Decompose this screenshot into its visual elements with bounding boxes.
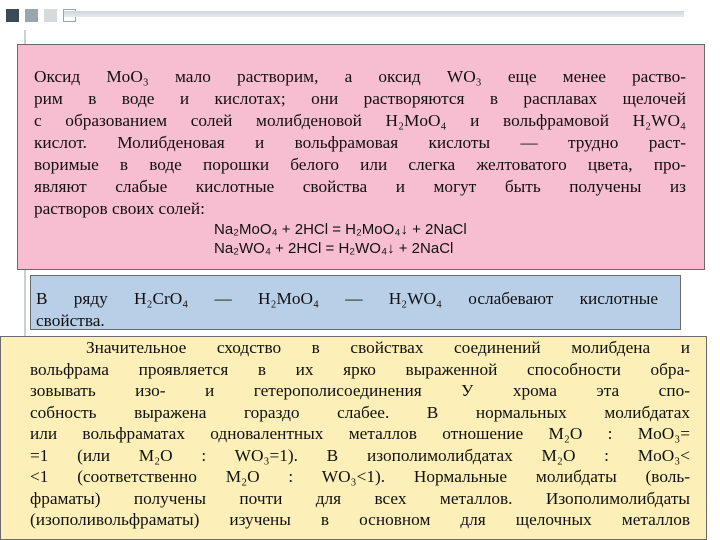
text-line: Оксид MoO₃ мало растворим, а оксид WO₃ еще менее раство- <box>34 67 686 86</box>
paragraph-polycompounds <box>30 337 690 531</box>
text-line: <1 (соответственно M₂O : WO₃<1). Нормальные молибдаты (воль- <box>30 467 690 486</box>
paragraph-oxides <box>34 66 686 220</box>
text-line: фраматы) получены почти для всех металлов. Изополимолибдаты <box>30 488 690 508</box>
text-line: В ряду H₂CrO₄ — H₂MoO₄ — H₂WO₄ ослабевают кислотные <box>36 289 658 308</box>
header-rule <box>64 11 684 17</box>
text-line: свойства. <box>36 311 105 330</box>
decor-square <box>25 9 38 22</box>
text-line: Значительное сходство в свойствах соединений молибдена и <box>86 338 690 357</box>
decor-square <box>6 9 19 22</box>
paragraph-acidity-series <box>36 288 658 332</box>
text-line: (изополивольфраматы) изучены в основном для щелочных металлов <box>30 510 690 529</box>
text-line: являют слабые кислотные свойства и могут быть получены из <box>34 177 686 196</box>
text-line: зовывать изо- и гетерополисоединения У хрома эта спо- <box>30 381 690 400</box>
text-line: растворов своих солей: <box>34 199 205 218</box>
text-line: собность выражена гораздо слабее. В нормальных молибдатах <box>30 402 690 422</box>
text-line: вольфрама проявляется в их ярко выраженной способности обра- <box>30 359 690 379</box>
text-line: воримые в воде порошки белого или слегка желтоватого цвета, про- <box>34 155 686 174</box>
text-line: или вольфраматах одновалентных металлов отношение M₂O : MoO₃= <box>30 424 690 443</box>
text-line: кислот. Молибденовая и вольфрамовая кислоты — трудно раст- <box>34 133 686 152</box>
decor-square <box>44 9 57 22</box>
text-line: рим в воде и кислотах; они растворяются в расплавах щелочей <box>34 89 686 108</box>
equation-tungstic: Na₂WO₄ + 2HCl = H₂WO₄↓ + 2NaCl <box>214 240 454 257</box>
text-line: с образованием солей молибденовой H₂MoO₄ и вольфрамовой H₂WO₄ <box>34 111 686 130</box>
text-line: =1 (или M₂O : WO₃=1). В изополимолибдатах M₂O : MoO₃< <box>30 445 690 465</box>
equation-molybdic: Na₂MoO₄ + 2HCl = H₂MoO₄↓ + 2NaCl <box>214 221 467 238</box>
